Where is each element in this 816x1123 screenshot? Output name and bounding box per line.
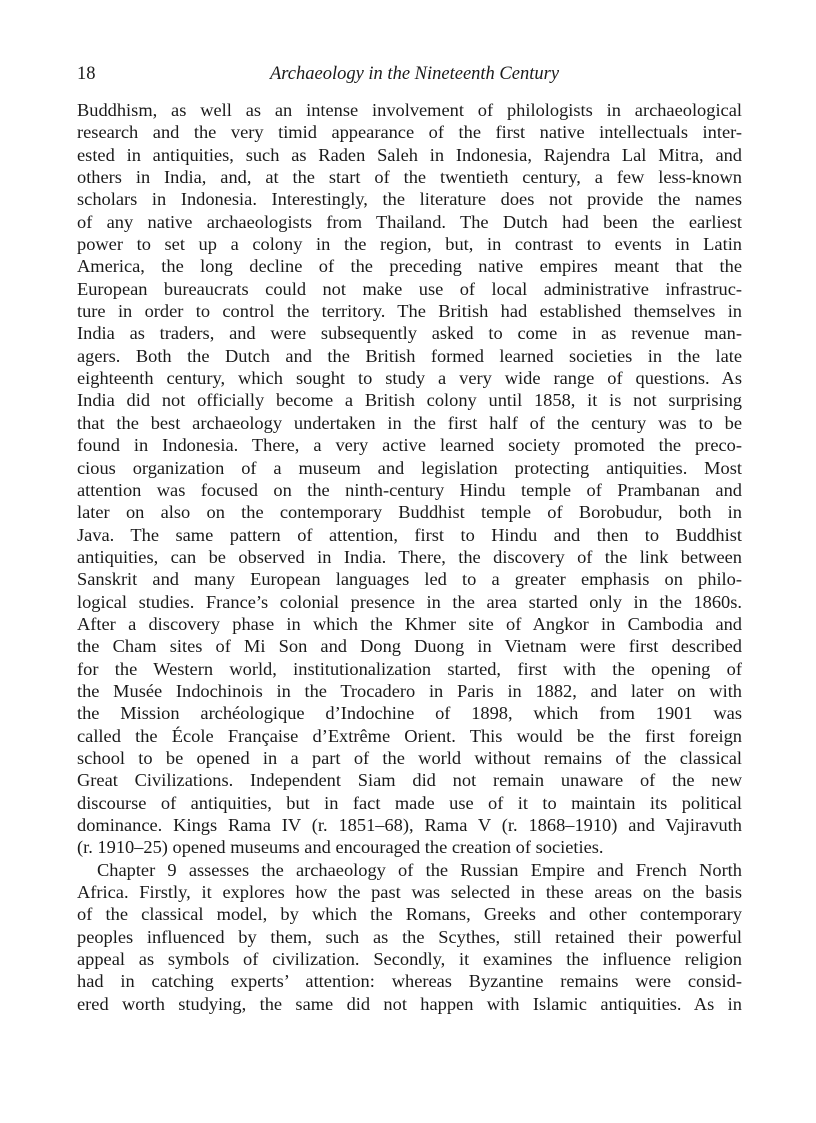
text-line: India did not officially become a British colony until 1858, it is not surprising bbox=[77, 390, 742, 411]
text-line: discourse of antiquities, but in fact made use of it to maintain its political bbox=[77, 792, 742, 813]
text-line: research and the very timid appearance of the first native intellectuals inter- bbox=[77, 122, 742, 143]
text-line: found in Indonesia. There, a very active learned society promoted the preco- bbox=[77, 435, 742, 456]
text-line: the Mission archéologique d’Indochine of 1898, which from 1901 was bbox=[77, 703, 742, 724]
text-line: of any native archaeologists from Thailand. The Dutch had been the earliest bbox=[77, 211, 742, 232]
paragraph bbox=[77, 99, 742, 859]
text-line: for the Western world, institutionalization started, first with the opening of bbox=[77, 658, 742, 679]
text-line: (r. 1910–25) opened museums and encouraged the creation of societies. bbox=[77, 837, 604, 858]
text-line: ture in order to control the territory. The British had established themselves in bbox=[77, 301, 742, 322]
text-line: peoples influenced by them, such as the Scythes, still retained their powerful bbox=[77, 926, 742, 947]
page-number: 18 bbox=[77, 64, 96, 84]
text-line: After a discovery phase in which the Khmer site of Angkor in Cambodia and bbox=[77, 613, 742, 634]
text-line: had in catching experts’ attention: whereas Byzantine remains were consid- bbox=[77, 971, 742, 992]
text-line: called the École Française d’Extrême Orient. This would be the first foreign bbox=[77, 725, 742, 746]
text-line: antiquities, can be observed in India. There, the discovery of the link between bbox=[77, 546, 742, 567]
text-line: Sanskrit and many European languages led to a greater emphasis on philo- bbox=[77, 569, 742, 590]
text-line: Africa. Firstly, it explores how the past was selected in these areas on the basis bbox=[77, 882, 742, 903]
running-title: Archaeology in the Nineteenth Century bbox=[269, 64, 560, 84]
text-line: the Musée Indochinois in the Trocadero in Paris in 1882, and later on with bbox=[77, 680, 742, 701]
text-line: European bureaucrats could not make use of local administrative infrastruc- bbox=[77, 278, 742, 299]
text-line: Java. The same pattern of attention, first to Hindu and then to Buddhist bbox=[77, 524, 742, 545]
text-line: India as traders, and were subsequently asked to come in as revenue man- bbox=[77, 323, 742, 344]
text-line: America, the long decline of the preceding native empires meant that the bbox=[77, 256, 742, 277]
text-line: ered worth studying, the same did not happen with Islamic antiquities. As in bbox=[77, 993, 742, 1014]
text-line: appeal as symbols of civilization. Secondly, it examines the influence religion bbox=[77, 949, 742, 970]
running-head bbox=[77, 62, 742, 86]
text-line: Chapter 9 assesses the archaeology of the Russian Empire and French North bbox=[97, 859, 742, 880]
text-line: dominance. Kings Rama IV (r. 1851–68), Rama V (r. 1868–1910) and Vajiravuth bbox=[77, 815, 742, 835]
text-line: of the classical model, by which the Romans, Greeks and other contemporary bbox=[77, 904, 742, 925]
text-line: attention was focused on the ninth-century Hindu temple of Prambanan and bbox=[77, 479, 742, 500]
text-line: cious organization of a museum and legislation protecting antiquities. Most bbox=[77, 457, 742, 478]
text-line: scholars in Indonesia. Interestingly, the literature does not provide the names bbox=[77, 189, 742, 210]
body-text bbox=[77, 99, 742, 1015]
text-line: the Cham sites of Mi Son and Dong Duong in Vietnam were first described bbox=[77, 636, 742, 657]
text-line: eighteenth century, which sought to study a very wide range of questions. As bbox=[77, 368, 742, 389]
text-line: school to be opened in a part of the world without remains of the classical bbox=[77, 747, 742, 768]
text-line: Great Civilizations. Independent Siam did not remain unaware of the new bbox=[77, 770, 742, 791]
text-line: power to set up a colony in the region, but, in contrast to events in Latin bbox=[77, 234, 742, 255]
text-line: later on also on the contemporary Buddhist temple of Borobudur, both in bbox=[77, 502, 742, 523]
text-line: ested in antiquities, such as Raden Saleh in Indonesia, Rajendra Lal Mitra, and bbox=[77, 144, 742, 165]
text-line: agers. Both the Dutch and the British formed learned societies in the late bbox=[77, 345, 742, 366]
text-line: logical studies. France’s colonial presence in the area started only in the 1860s. bbox=[77, 591, 742, 612]
paragraph bbox=[77, 859, 742, 1015]
text-line: that the best archaeology undertaken in the first half of the century was to be bbox=[77, 412, 742, 433]
text-line: Buddhism, as well as an intense involvement of philologists in archaeological bbox=[77, 100, 742, 120]
text-line: others in India, and, at the start of the twentieth century, a few less-known bbox=[77, 167, 742, 188]
